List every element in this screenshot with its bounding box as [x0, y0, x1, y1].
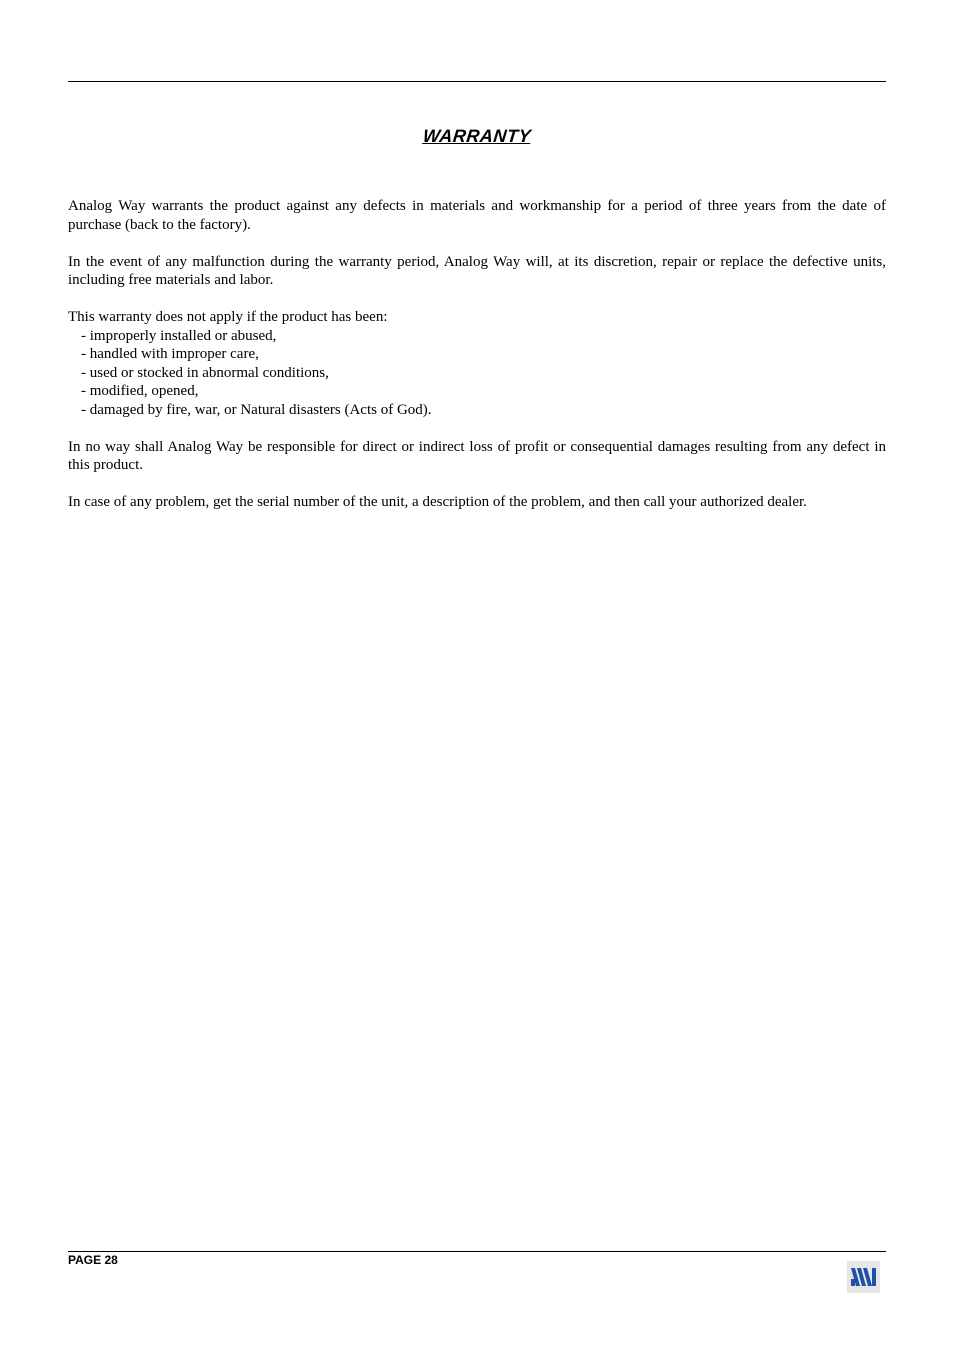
page-title: WARRANTY	[422, 126, 533, 146]
malfunction-paragraph: In the event of any malfunction during the warranty period, Analog Way will, at its discretion, repair or replace the defective units, including free materials and labor.	[68, 253, 886, 288]
list-item: - damaged by fire, war, or Natural disasters (Acts of God).	[81, 401, 432, 418]
footer-rule	[68, 1251, 886, 1252]
list-item: - modified, opened,	[81, 383, 199, 399]
problem-contact-paragraph: In case of any problem, get the serial number of the unit, a description of the problem, and then call your authorized dealer.	[68, 494, 807, 510]
list-item: - handled with improper care,	[81, 346, 259, 362]
list-item: - used or stocked in abnormal conditions,	[81, 364, 329, 381]
exclusions-list	[68, 327, 886, 420]
page-number: PAGE 28	[68, 1253, 118, 1267]
analog-way-logo-icon	[847, 1261, 880, 1293]
list-item: - improperly installed or abused,	[81, 327, 277, 344]
warranty-period-paragraph: Analog Way warrants the product against any defects in materials and workmanship for a period of three years from the date of purchase (back to the factory).	[68, 198, 886, 233]
document-body	[68, 197, 886, 530]
liability-paragraph: In no way shall Analog Way be responsible for direct or indirect loss of profit or consequential damages resulting from any defect in this product.	[68, 438, 886, 473]
header-rule	[68, 81, 886, 82]
exclusions-intro: This warranty does not apply if the product has been:	[68, 309, 388, 325]
